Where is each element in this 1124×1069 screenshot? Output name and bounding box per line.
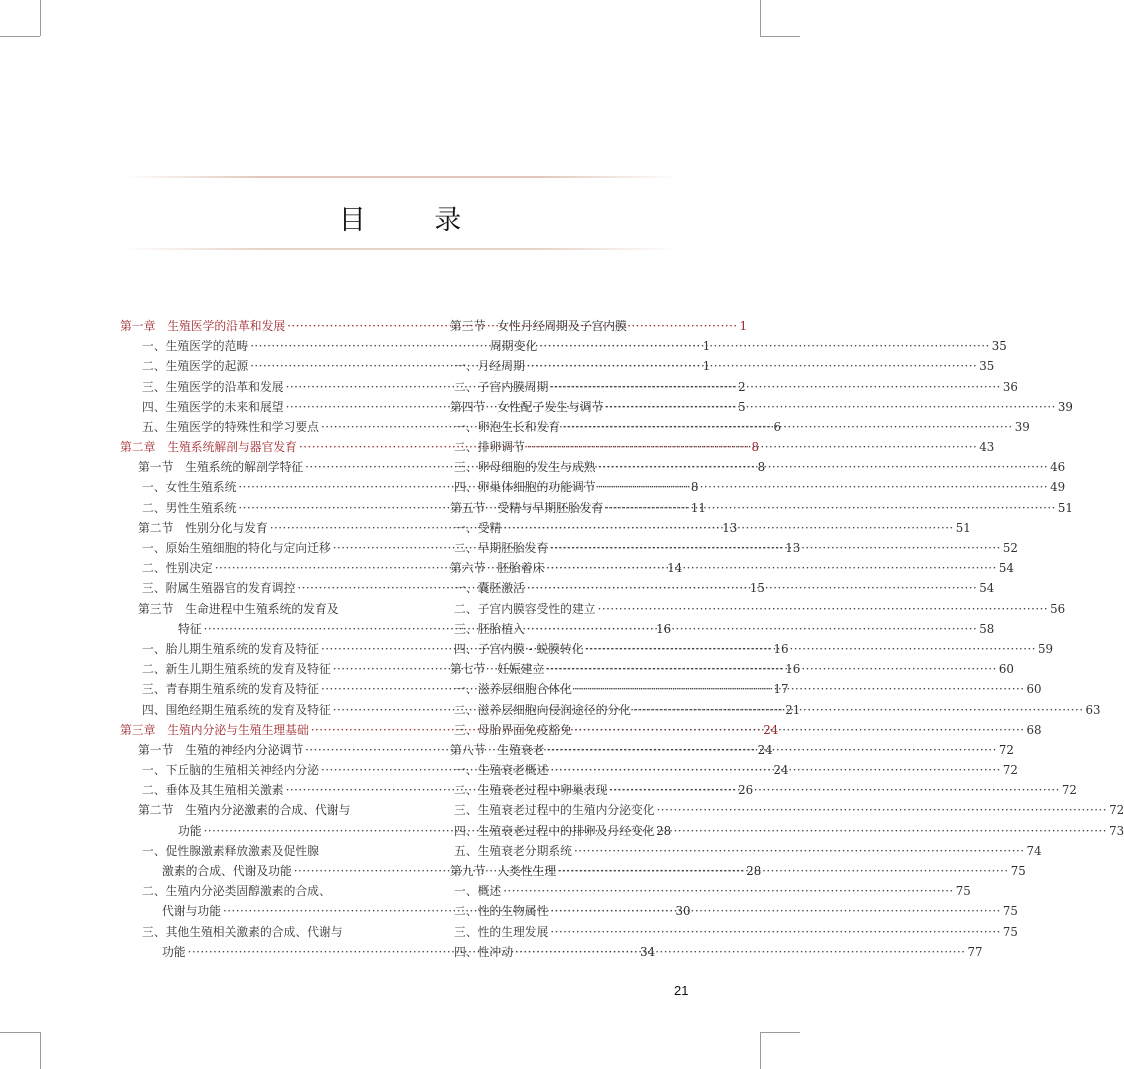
- toc-page-number: 36: [1002, 379, 1018, 394]
- toc-entry-title: 三、卵母细胞的发生与成熟: [454, 460, 596, 475]
- crop-mark-top-left-h: [0, 36, 40, 37]
- toc-entry-title: 五、生殖医学的特殊性和学习要点: [142, 419, 319, 434]
- toc-leader-dots: [558, 861, 1009, 881]
- toc-entry-title: 一、促性腺激素释放激素及促性腺: [142, 843, 319, 858]
- toc-section-entry[interactable]: [120, 801, 395, 821]
- toc-page-number: 34: [640, 944, 656, 959]
- toc-page-number: 72: [1109, 803, 1124, 818]
- toc-entry-title: 二、滋养层细胞向侵润途径的分化: [454, 702, 631, 717]
- toc-entry-title: 四、围绝经期生殖系统的发育及特征: [142, 702, 331, 717]
- toc-entry-title: 二、排卵调节: [454, 440, 525, 455]
- toc-leader-dots: [585, 639, 1036, 659]
- crop-mark-bottom-right-v: [760, 1032, 761, 1069]
- toc-entry-title: 功能: [178, 823, 202, 838]
- crop-mark-bottom-left-v: [40, 1032, 41, 1069]
- toc-section-entry[interactable]: [432, 397, 1073, 417]
- toc-leader-dots: [550, 922, 1001, 942]
- toc-entry-title: 三、其他生殖相关激素的合成、代谢与: [142, 924, 343, 939]
- toc-leader-dots: [515, 942, 966, 962]
- toc-entry-title: 一、下丘脑的生殖相关神经内分泌: [142, 763, 319, 778]
- toc-page-number: 51: [1057, 500, 1073, 515]
- title-rule-top: [120, 176, 680, 178]
- toc-page-number: 58: [979, 621, 995, 636]
- toc-entry-title: 第二章 生殖系统解剖与器官发育: [120, 440, 297, 455]
- toc-entry-title: 四、生殖医学的未来和展望: [142, 399, 284, 414]
- toc-leader-dots: [550, 538, 1001, 558]
- toc-item-entry[interactable]: [432, 841, 1042, 861]
- toc-page-number: 2: [738, 379, 746, 394]
- toc-item-entry[interactable]: [432, 599, 1066, 619]
- toc-entry-title: 二、早期胚胎发育: [454, 541, 549, 556]
- toc-entry-title: 三、胚胎植入: [454, 621, 525, 636]
- toc-leader-dots: [546, 558, 997, 578]
- toc-page-number: 39: [1057, 399, 1073, 414]
- toc-page-number: 1: [702, 339, 711, 354]
- toc-entry-title: 二、性别决定: [142, 561, 213, 576]
- toc-leader-dots: [609, 780, 1060, 800]
- crop-mark-top-right-v: [760, 0, 761, 36]
- toc-page-number: 8: [757, 460, 766, 475]
- toc-page-number: 13: [785, 541, 801, 556]
- toc-leader-dots: [503, 518, 954, 538]
- toc-page-number: 39: [1014, 419, 1030, 434]
- toc-entry-title: 第三节 女性月经周期及子宫内膜: [450, 318, 627, 333]
- toc-page-number: 35: [979, 359, 995, 374]
- toc-entry-title: 三、生殖衰老过程中的生殖内分泌变化: [454, 803, 655, 818]
- toc-leader-dots: [574, 720, 1025, 740]
- toc-entry-title: 二、生殖内分泌类固醇激素的合成、: [142, 884, 331, 899]
- toc-entry-title: 一、生殖医学的范畴: [142, 339, 249, 354]
- toc-page-number: 5: [738, 399, 746, 414]
- toc-leader-dots: [527, 356, 978, 376]
- toc-entry-title: 二、性的生物属性: [454, 904, 549, 919]
- toc-entry-title: 二、子宫内膜周期: [454, 379, 549, 394]
- toc-leader-dots: [550, 377, 1001, 397]
- toc-entry-title: 二、新生儿期生殖系统的发育及特征: [142, 662, 331, 677]
- toc-page-number: 16: [773, 641, 789, 656]
- toc-entry-title: 第八节 生殖衰老: [450, 742, 545, 757]
- toc-page-number: 21: [785, 702, 801, 717]
- toc-entry-title: 一、卵泡生长和发育: [454, 419, 561, 434]
- toc-entry-title: 功能: [162, 944, 186, 959]
- toc-page-number: 35: [991, 339, 1007, 354]
- toc-entry-title: 一、月经周期: [454, 359, 525, 374]
- toc-page-number: 11: [690, 500, 706, 515]
- toc-leader-dots: [527, 578, 978, 598]
- toc-entry-title: 二、生殖衰老过程中卵巢表现: [454, 783, 608, 798]
- toc-entry-title: 三、附属生殖器官的发育调控: [142, 581, 296, 596]
- toc-page-number: 13: [722, 520, 738, 535]
- toc-leader-dots: [657, 821, 1108, 841]
- toc-page-number: 51: [955, 520, 971, 535]
- toc-entry-title: 三、性的生理发展: [454, 924, 549, 939]
- toc-entry-title: 二、垂体及其生殖相关激素: [142, 783, 284, 798]
- toc-item-entry[interactable]: [120, 881, 395, 901]
- toc-page-number: 75: [955, 884, 971, 899]
- toc-page-number: 30: [675, 904, 691, 919]
- toc-page-number: 75: [1002, 904, 1018, 919]
- toc-page-number: 16: [656, 621, 672, 636]
- toc-page-number: 77: [967, 944, 983, 959]
- toc-page-number: 75: [1002, 924, 1018, 939]
- toc-page-number: 54: [979, 581, 995, 596]
- toc-entry-title: 一、囊胚激活: [454, 581, 525, 596]
- toc-entry-title: 一、胎儿期生殖系统的发育及特征: [142, 641, 319, 656]
- toc-entry-title: 特征: [178, 621, 202, 636]
- toc-page-number: 24: [757, 742, 773, 757]
- crop-mark-top-left-v: [40, 0, 41, 36]
- toc-page-number: 24: [773, 763, 789, 778]
- toc-page-number: 54: [998, 561, 1014, 576]
- toc-item-entry[interactable]: [432, 942, 983, 962]
- toc-page-number: 6: [773, 419, 781, 434]
- toc-leader-dots: [550, 901, 1001, 921]
- toc-page-number: 8: [751, 440, 759, 455]
- toc-entry-title: 一、滋养层细胞合体化: [454, 682, 572, 697]
- toc-leader-dots: [550, 760, 1001, 780]
- toc-entry-title: 一、受精: [454, 520, 502, 535]
- toc-page-number: 59: [1037, 641, 1053, 656]
- toc-entry-title: 第五节 受精与早期胚胎发育: [450, 500, 604, 515]
- toc-leader-dots: [546, 659, 997, 679]
- toc-entry-title: 代谢与功能: [162, 904, 221, 919]
- toc-page-number: 1: [739, 318, 748, 333]
- toc-entry-title: 三、生殖医学的沿革和发展: [142, 379, 284, 394]
- toc-entry-title: 五、生殖衰老分期系统: [454, 843, 572, 858]
- toc-entry-title: 四、性冲动: [454, 944, 513, 959]
- toc-page-number: 28: [656, 823, 672, 838]
- toc-page-number: 8: [690, 480, 699, 495]
- toc-page-number: 52: [1002, 541, 1018, 556]
- toc-leader-dots: [539, 336, 990, 356]
- toc-page-number: 72: [998, 742, 1014, 757]
- toc-page-number: 28: [746, 864, 762, 879]
- toc-entry-title: 三、母胎界面免疫豁免: [454, 722, 572, 737]
- toc-entry-title: 第三节 生命进程中生殖系统的发育及: [138, 601, 339, 616]
- toc-entry-title: 第三章 生殖内分泌与生殖生理基础: [120, 722, 309, 737]
- toc-item-entry[interactable]: [432, 821, 1124, 841]
- toc-entry-title: 四、子宫内膜 - 蜕膜转化: [454, 641, 584, 656]
- toc-item-entry[interactable]: [432, 377, 1018, 397]
- toc-entry-title: 第六节 胚胎着床: [450, 561, 545, 576]
- toc-entry-title: 二、生殖医学的起源: [142, 359, 249, 374]
- toc-page-number: 60: [998, 662, 1014, 677]
- toc-page-number: 17: [773, 682, 789, 697]
- toc-page-number: 60: [1026, 682, 1042, 697]
- toc-section-entry[interactable]: [432, 558, 1014, 578]
- toc-entry-title: 第一章 生殖医学的沿革和发展: [120, 318, 286, 333]
- toc-page-number: 56: [1050, 601, 1066, 616]
- page-title: 目 录: [338, 205, 492, 236]
- toc-entry-title: 周期变化: [490, 339, 538, 354]
- toc-entry-title: 第七节 妊娠建立: [450, 662, 545, 677]
- toc-item-entry[interactable]: [432, 356, 995, 376]
- crop-mark-bottom-left-h: [0, 1032, 40, 1033]
- crop-mark-bottom-right-h: [760, 1032, 800, 1033]
- toc-entry-title: 三、青春期生殖系统的发育及特征: [142, 682, 319, 697]
- toc-page-number: 15: [749, 581, 765, 596]
- toc-entry-title: 第一节 生殖系统的解剖学特征: [138, 460, 304, 475]
- toc-page-number: 49: [1050, 480, 1066, 495]
- toc-entry-title: 第四节 女性配子发生与调节: [450, 399, 604, 414]
- title-rule-bottom: [120, 248, 680, 250]
- toc-entry-title: 第一节 生殖的神经内分泌调节: [138, 742, 304, 757]
- toc-page-number: 24: [763, 722, 779, 737]
- toc-page-number: 63: [1085, 702, 1101, 717]
- toc-page-number: 1: [702, 359, 711, 374]
- toc-leader-dots: [633, 700, 1084, 720]
- toc-item-entry[interactable]: [432, 478, 1066, 498]
- toc-entry-title: 二、男性生殖系统: [142, 500, 237, 515]
- toc-item-entry[interactable]: [432, 801, 1124, 821]
- toc-page-number: 26: [738, 783, 754, 798]
- toc-page-number: 43: [979, 440, 995, 455]
- toc-entry-title: 一、女性生殖系统: [142, 480, 237, 495]
- toc-entry-title: 二、子宫内膜容受性的建立: [454, 601, 596, 616]
- toc-page-number: 72: [1002, 763, 1018, 778]
- toc-leader-dots: [527, 437, 978, 457]
- toc-leader-dots: [527, 619, 978, 639]
- toc-entry-title: 四、卵巢体细胞的功能调节: [454, 480, 596, 495]
- toc-entry-title: 激素的合成、代谢及功能: [162, 864, 292, 879]
- toc-leader-dots: [598, 477, 1049, 497]
- toc-page-number: 72: [1061, 783, 1077, 798]
- toc-section-entry[interactable]: [120, 599, 395, 619]
- toc-item-entry[interactable]: [432, 457, 1066, 477]
- toc-item-entry[interactable]: [432, 336, 1007, 356]
- toc-leader-dots: [562, 417, 1013, 437]
- toc-item-entry[interactable]: [432, 619, 995, 639]
- toc-page-number: 46: [1050, 460, 1066, 475]
- toc-item-entry[interactable]: [432, 881, 971, 901]
- toc-leader-dots: [574, 841, 1025, 861]
- toc-leader-dots: [598, 599, 1049, 619]
- page-number: 21: [674, 983, 689, 998]
- toc-leader-dots: [574, 679, 1025, 699]
- toc-entry-title: 一、原始生殖细胞的特化与定向迁移: [142, 541, 331, 556]
- toc-leader-dots: [605, 397, 1056, 417]
- toc-entry-title: 第二节 生殖内分泌激素的合成、代谢与: [138, 803, 351, 818]
- toc-page-number: 75: [1010, 864, 1026, 879]
- toc-item-entry[interactable]: [432, 437, 995, 457]
- toc-item-entry[interactable]: [432, 901, 1018, 921]
- toc-leader-dots: [503, 881, 954, 901]
- toc-page-number: 16: [785, 662, 801, 677]
- toc-page-number: 73: [1109, 823, 1124, 838]
- toc-leader-dots: [598, 457, 1049, 477]
- toc-page-number: 68: [1026, 722, 1042, 737]
- toc-entry-title: 第二节 性别分化与发育: [138, 520, 268, 535]
- toc-item-entry[interactable]: [120, 922, 395, 942]
- toc-section-entry[interactable]: [432, 316, 694, 336]
- toc-leader-dots: [657, 800, 1108, 820]
- toc-entry-title: 一、生殖衰老概述: [454, 763, 549, 778]
- toc-item-entry[interactable]: [120, 841, 395, 861]
- toc-entry-title: 四、生殖衰老过程中的排卵及月经变化: [454, 823, 655, 838]
- toc-item-entry[interactable]: [432, 922, 1018, 942]
- crop-mark-top-right-h: [760, 36, 800, 37]
- toc-page-number: 74: [1026, 843, 1042, 858]
- toc-leader-dots: [605, 498, 1056, 518]
- toc-page-number: 14: [667, 561, 683, 576]
- toc-leader-dots: [546, 740, 997, 760]
- toc-entry-title: 一、概述: [454, 884, 502, 899]
- toc-item-entry[interactable]: [432, 417, 1030, 437]
- toc-entry-title: 第九节 人类性生理: [450, 864, 557, 879]
